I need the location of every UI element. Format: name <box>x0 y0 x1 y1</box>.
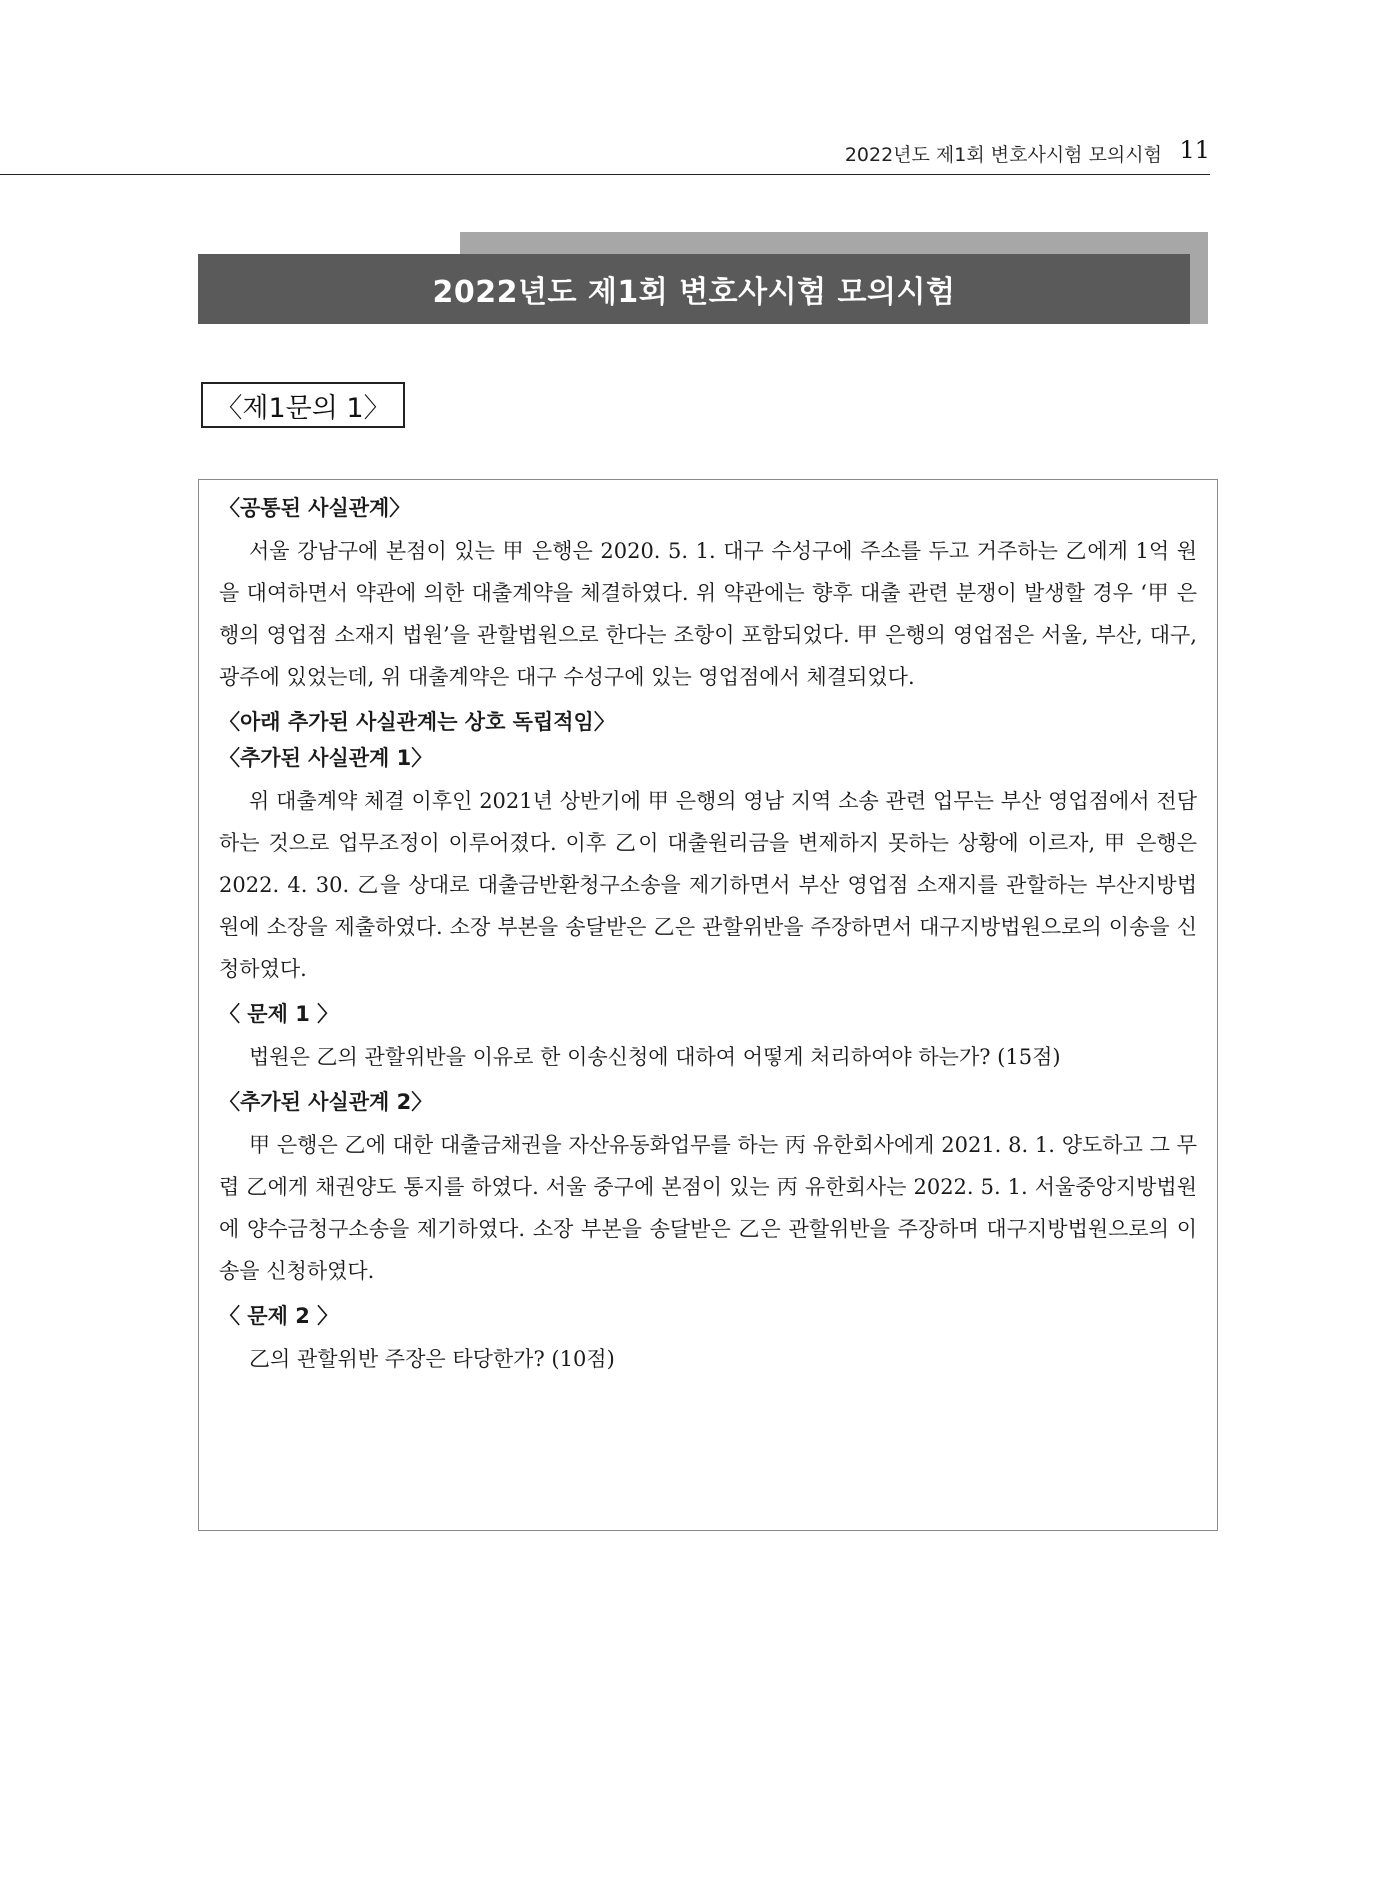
question-2-heading: 〈 문제 2 〉 <box>219 1304 339 1328</box>
running-header <box>0 138 1210 175</box>
additional-facts-1-heading: 〈추가된 사실관계 1〉 <box>219 746 433 770</box>
additional-facts-1-text: 위 대출계약 체결 이후인 2021년 상반기에 甲 은행의 영남 지역 소송 관련 업무는 부산 영업점에서 전담하는 것으로 업무조정이 이루어졌다. 이후 乙이 대출원리금을 변제하지 못하는 상황에 이르자, 甲 은행은 2022. 4. 30. 乙을 상대로 대출금반환청구소송을 제기하면서 부산 영업점 소재지를 관할하는 부산지방법원에 소장을 제출하였다. 소장 부본을 송달받은 乙은 관할위반을 주장하면서 대구지방법원으로의 이송을 신청하였다. <box>219 789 1197 981</box>
common-facts-heading: 〈공통된 사실관계〉 <box>219 496 411 520</box>
question-1-text: 법원은 乙의 관할위반을 이유로 한 이송신청에 대하여 어떻게 처리하여야 하는가? (15점) <box>249 1045 1061 1069</box>
common-facts-text: 서울 강남구에 본점이 있는 甲 은행은 2020. 5. 1. 대구 수성구에 주소를 두고 거주하는 乙에게 1억 원을 대여하면서 약관에 의한 대출계약을 체결하였다. 위 약관에는 향후 대출 관련 분쟁이 발생할 경우 ‘甲 은행의 영업점 소재지 법원’을 관할법원으로 한다는 조항이 포함되었다. 甲 은행의 영업점은 서울, 부산, 대구, 광주에 있었는데, 위 대출계약은 대구 수성구에 있는 영업점에서 체결되었다. <box>219 539 1197 689</box>
page-number: 11 <box>1179 136 1210 164</box>
title-banner <box>198 254 1190 324</box>
question-2-text: 乙의 관할위반 주장은 타당한가? (10점) <box>249 1347 615 1371</box>
question-1-heading: 〈 문제 1 〉 <box>219 1002 339 1026</box>
banner-title: 2022년도 제1회 변호사시험 모의시험 <box>432 275 956 310</box>
independence-note: 〈아래 추가된 사실관계는 상호 독립적임〉 <box>219 710 615 734</box>
running-header-title: 2022년도 제1회 변호사시험 모의시험 <box>844 144 1162 166</box>
question-label: 〈제1문의 1〉 <box>201 382 405 428</box>
additional-facts-2-heading: 〈추가된 사실관계 2〉 <box>219 1090 433 1114</box>
problem-content-box <box>198 479 1218 1531</box>
additional-facts-2-text: 甲 은행은 乙에 대한 대출금채권을 자산유동화업무를 하는 丙 유한회사에게 2021. 8. 1. 양도하고 그 무렵 乙에게 채권양도 통지를 하였다. 서울 중구에 본점이 있는 丙 유한회사는 2022. 5. 1. 서울중앙지방법원에 양수금청구소송을 제기하였다. 소장 부본을 송달받은 乙은 관할위반을 주장하며 대구지방법원으로의 이송을 신청하였다. <box>219 1133 1197 1283</box>
